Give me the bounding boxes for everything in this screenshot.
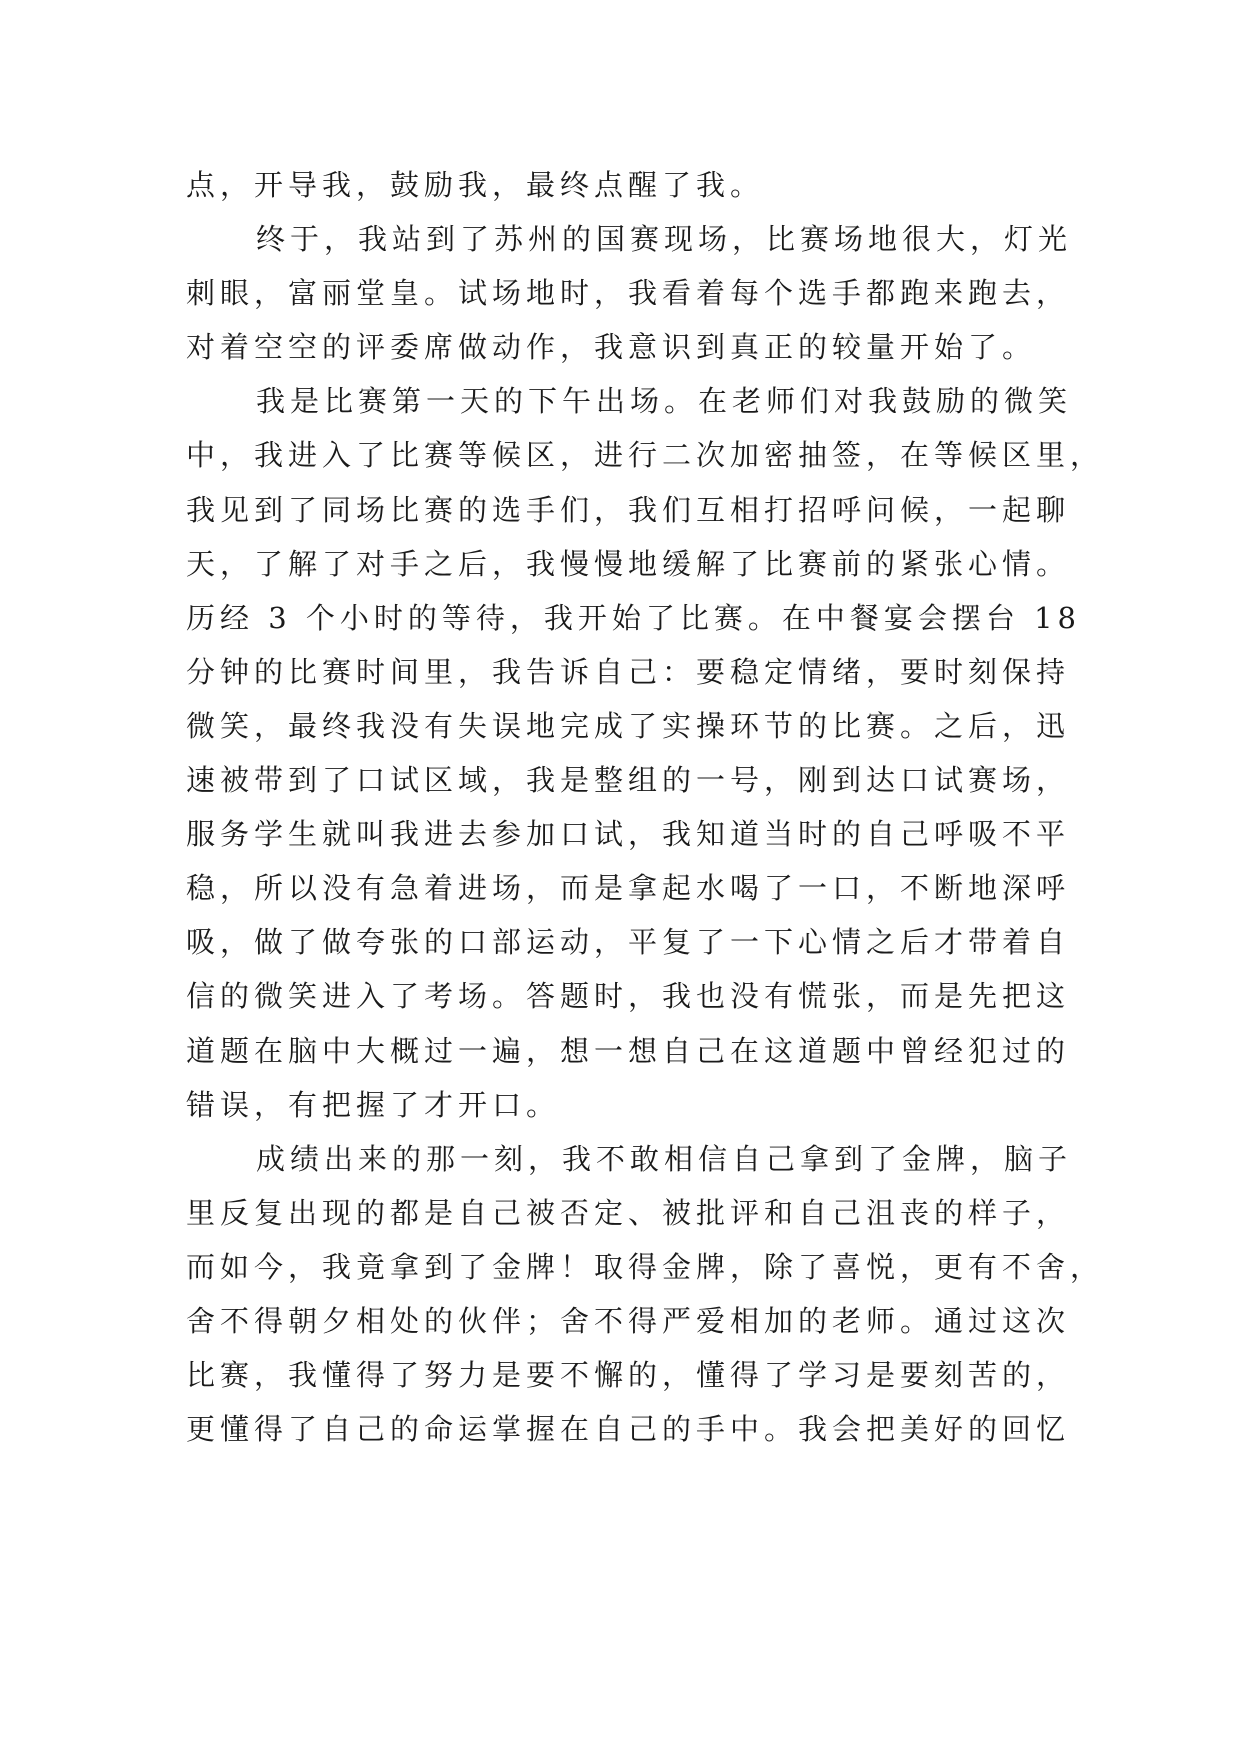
text-line: 舍不得朝夕相处的伙伴；舍不得严爱相加的老师。通过这次 bbox=[186, 1303, 1071, 1338]
text-line: 错误，有把握了才开口。 bbox=[186, 1087, 561, 1122]
text-line: 点，开导我，鼓励我，最终点醒了我。 bbox=[186, 168, 765, 202]
text-line: 成绩出来的那一刻，我不敢相信自己拿到了金牌，脑子 bbox=[256, 1141, 1073, 1176]
text-line: 历经 3 个小时的等待，我开始了比赛。在中餐宴会摆台 18 bbox=[186, 600, 1082, 635]
text-line: 信的微笑进入了考场。答题时，我也没有慌张，而是先把这 bbox=[186, 979, 1071, 1014]
paragraph bbox=[186, 158, 1076, 212]
text-line: 比赛，我懂得了努力是要不懈的，懂得了学习是要刻苦的， bbox=[186, 1358, 1071, 1393]
text-line: 速被带到了口试区域，我是整组的一号，刚到达口试赛场， bbox=[186, 763, 1071, 798]
text-line: 我见到了同场比赛的选手们，我们互相打招呼问候，一起聊 bbox=[186, 492, 1071, 527]
paragraph bbox=[186, 1132, 1105, 1457]
text-line: 中，我进入了比赛等候区，进行二次加密抽签，在等候区里， bbox=[186, 438, 1105, 473]
document-body bbox=[186, 158, 1105, 1456]
text-line: 里反复出现的都是自己被否定、被批评和自己沮丧的样子， bbox=[186, 1195, 1071, 1230]
text-line: 分钟的比赛时间里，我告诉自己：要稳定情绪，要时刻保持 bbox=[186, 654, 1071, 689]
text-line: 对着空空的评委席做动作，我意识到真正的较量开始了。 bbox=[186, 330, 1037, 365]
text-line: 服务学生就叫我进去参加口试，我知道当时的自己呼吸不平 bbox=[186, 817, 1071, 852]
text-line: 稳，所以没有急着进场，而是拿起水喝了一口，不断地深呼 bbox=[186, 871, 1071, 906]
text-line: 更懂得了自己的命运掌握在自己的手中。我会把美好的回忆 bbox=[186, 1412, 1071, 1447]
paragraph bbox=[186, 374, 1105, 1131]
paragraph bbox=[186, 212, 1076, 374]
text-line: 而如今，我竟拿到了金牌！取得金牌，除了喜悦，更有不舍， bbox=[186, 1249, 1105, 1284]
text-line: 微笑，最终我没有失误地完成了实操环节的比赛。之后，迅 bbox=[186, 708, 1071, 743]
text-line: 道题在脑中大概过一遍，想一想自己在这道题中曾经犯过的 bbox=[186, 1033, 1071, 1068]
text-line: 我是比赛第一天的下午出场。在老师们对我鼓励的微笑 bbox=[256, 384, 1073, 419]
text-line: 天，了解了对手之后，我慢慢地缓解了比赛前的紧张心情。 bbox=[186, 546, 1071, 581]
text-line: 吸，做了做夸张的口部运动，平复了一下心情之后才带着自 bbox=[186, 925, 1071, 960]
text-line: 终于，我站到了苏州的国赛现场，比赛场地很大，灯光 bbox=[256, 222, 1073, 257]
text-line: 刺眼，富丽堂皇。试场地时，我看着每个选手都跑来跑去， bbox=[186, 276, 1071, 311]
